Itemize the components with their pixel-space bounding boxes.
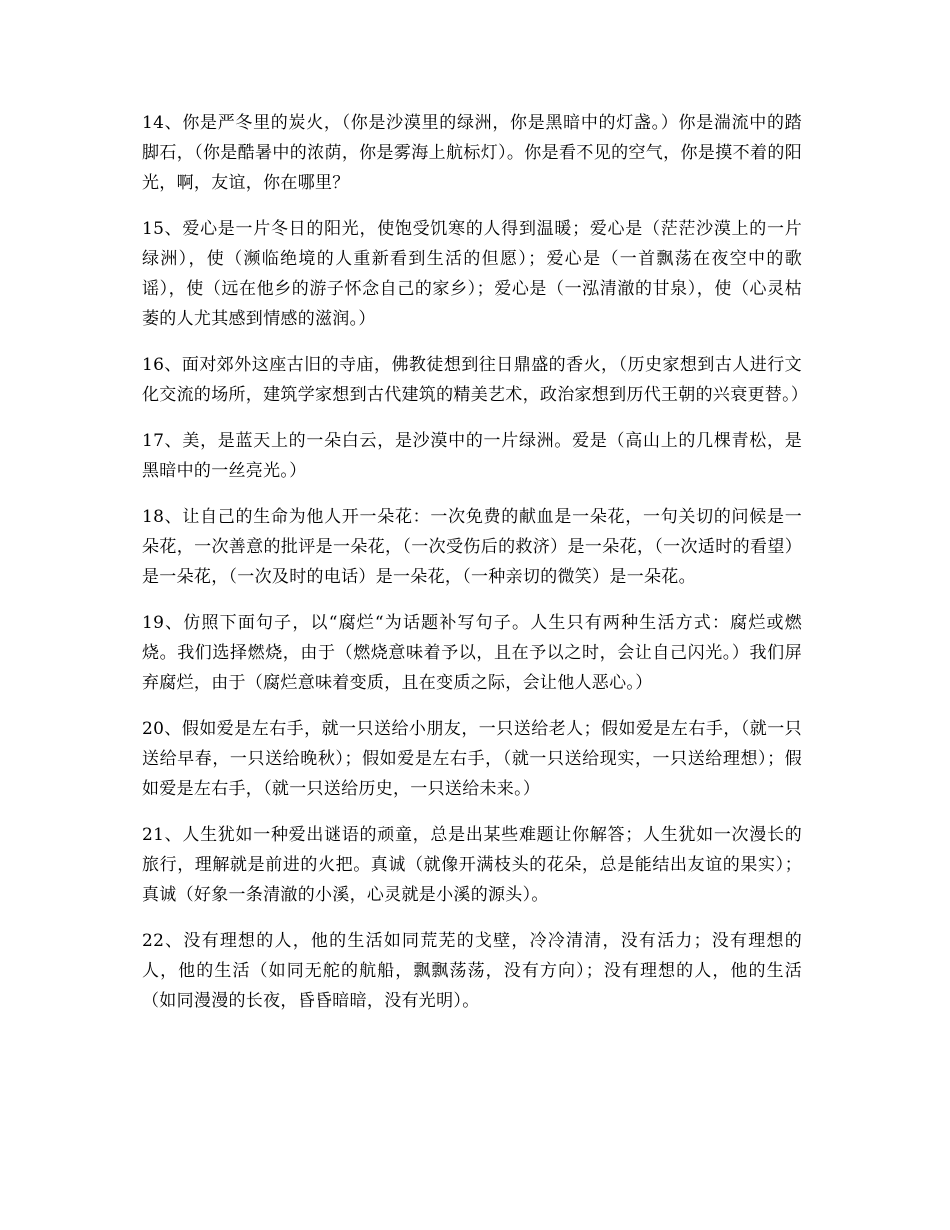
paragraph-22: 22、没有理想的人，他的生活如同荒芜的戈壁，冷冷清清，没有活力；没有理想的人，他的生活（如同无舵的航船，飘飘荡荡，没有方向）；没有理想的人，他的生活（如同漫漫的长夜，昏昏暗暗，没有光明）。 — [142, 931, 802, 1011]
paragraph-14: 14、你是严冬里的炭火，（你是沙漠里的绿洲，你是黑暗中的灯盏。）你是湍流中的踏脚石，（你是酷暑中的浓荫，你是雾海上航标灯）。你是看不见的空气，你是摸不着的阳光，啊，友谊，你在哪里？ — [142, 113, 802, 193]
paragraph-16: 16、面对郊外这座古旧的寺庙，佛教徒想到往日鼎盛的香火，（历史家想到古人进行文化交流的场所，建筑学家想到古代建筑的精美艺术，政治家想到历代王朝的兴衰更替。） — [142, 355, 809, 405]
paragraph-15: 15、爱心是一片冬日的阳光，使饱受饥寒的人得到温暖；爱心是（茫茫沙漠上的一片绿洲），使（濒临绝境的人重新看到生活的但愿）；爱心是（一首飘荡在夜空中的歌谣），使（远在他乡的游子怀念自己的家乡）；爱心是（一泓清澈的甘泉），使（心灵枯萎的人尤其感到情感的滋润。） — [142, 219, 802, 329]
paragraph-17: 17、美，是蓝天上的一朵白云，是沙漠中的一片绿洲。爱是（高山上的几棵青松，是黑暗中的一丝亮光。） — [142, 431, 802, 481]
document-page — [142, 108, 809, 1032]
paragraph-21: 21、人生犹如一种爱出谜语的顽童，总是出某些难题让你解答；人生犹如一次漫长的旅行，理解就是前进的火把。真诚（就像开满枝头的花朵，总是能结出友谊的果实）；真诚（好象一条清澈的小溪，心灵就是小溪的源头）。 — [142, 825, 802, 905]
paragraph-20: 20、假如爱是左右手，就一只送给小朋友，一只送给老人；假如爱是左右手，（就一只送给早春，一只送给晚秋）；假如爱是左右手，（就一只送给现实，一只送给理想）；假如爱是左右手，（就一只送给历史，一只送给未来。） — [142, 719, 802, 799]
paragraph-19: 19、仿照下面句子，以“腐烂“为话题补写句子。人生只有两种生活方式：腐烂或燃烧。我们选择燃烧，由于（燃烧意味着予以，且在予以之时，会让自己闪光。）我们屏弃腐烂，由于（腐烂意味着变质，且在变质之际，会让他人恶心。） — [142, 613, 802, 693]
paragraph-18: 18、让自己的生命为他人开一朵花：一次免费的献血是一朵花，一句关切的问候是一朵花，一次善意的批评是一朵花，（一次受伤后的救济）是一朵花，（一次适时的看望）是一朵花，（一次及时的电话）是一朵花，（一种亲切的微笑）是一朵花。 — [142, 507, 802, 587]
